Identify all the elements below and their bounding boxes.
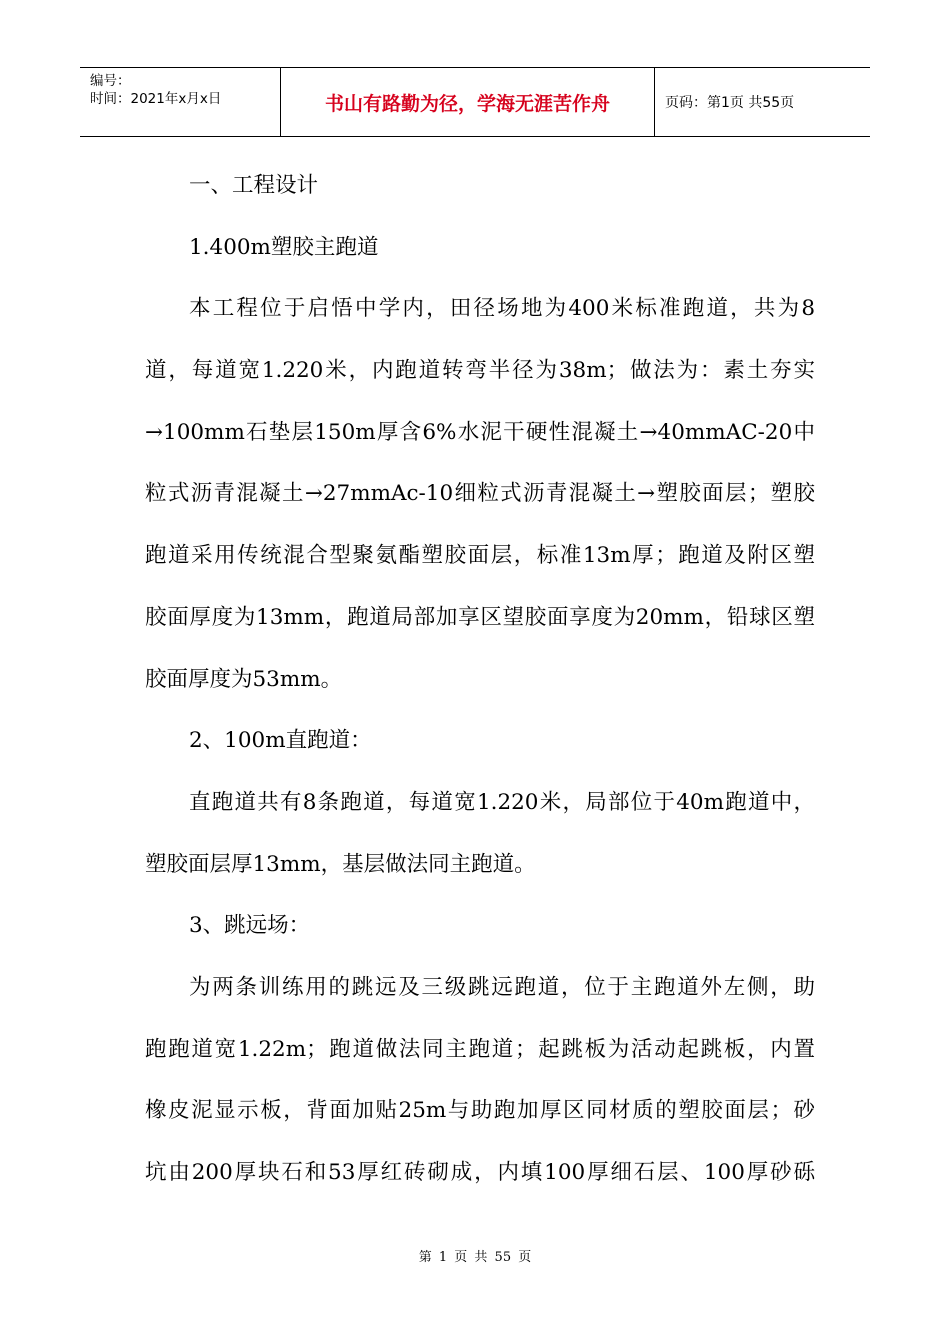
- paragraph-line: 跑跑道宽1.22m；跑道做法同主跑道；起跳板为活动起跳板，内置: [145, 1036, 815, 1062]
- paragraph-line: 胶面厚度为13mm，跑道局部加享区望胶面享度为20mm，铅球区塑: [145, 604, 815, 630]
- header-motto: 书山有路勤为径，学海无涯苦作舟: [281, 68, 655, 136]
- document-number: 编号：: [90, 73, 131, 89]
- document-body: [145, 155, 815, 1204]
- paragraph-line: 本工程位于启悟中学内，田径场地为400米标准跑道，共为8: [189, 296, 815, 322]
- page-footer: 第 1 页 共 55 页: [418, 1250, 532, 1265]
- section-heading: 一、工程设计: [189, 173, 319, 198]
- subsection-heading: 3、跳远场：: [189, 913, 311, 939]
- paragraph-line: 道，每道宽1.220米，内跑道转弯半径为38m；做法为：素土夯实: [145, 358, 815, 384]
- paragraph-line: 塑胶面层厚13mm，基层做法同主跑道。: [145, 851, 536, 877]
- paragraph-line: →100mm石垫层150m厚含6%水泥干硬性混凝土→40mmAC-20中: [145, 419, 815, 445]
- paragraph-line: 跑道采用传统混合型聚氨酯塑胶面层，标准13m厚；跑道及附区塑: [145, 543, 815, 569]
- header-page-info: 页码：第1页 共55页: [665, 95, 795, 111]
- subsection-heading: 2、100m直跑道：: [189, 728, 372, 754]
- paragraph-line: 胶面厚度为53mm。: [145, 666, 343, 692]
- page-header: [80, 67, 870, 137]
- document-date: 时间：2021年x月x日: [90, 91, 222, 107]
- paragraph-line: 粒式沥青混凝土→27mmAc-10细粒式沥青混凝土→塑胶面层；塑胶: [145, 481, 815, 507]
- header-meta: [80, 68, 281, 136]
- paragraph-line: 为两条训练用的跳远及三级跳远跑道，位于主跑道外左侧，助: [189, 974, 815, 1000]
- subsection-heading: 1.400m塑胶主跑道: [189, 234, 379, 260]
- paragraph-line: 坑由200厚块石和53厚红砖砌成，内填100厚细石层、100厚砂砾: [145, 1160, 815, 1185]
- paragraph-line: 直跑道共有8条跑道，每道宽1.220米，局部位于40m跑道中，: [189, 789, 815, 815]
- paragraph-line: 橡皮泥显示板，背面加贴25m与助跑加厚区同材质的塑胶面层；砂: [145, 1098, 815, 1124]
